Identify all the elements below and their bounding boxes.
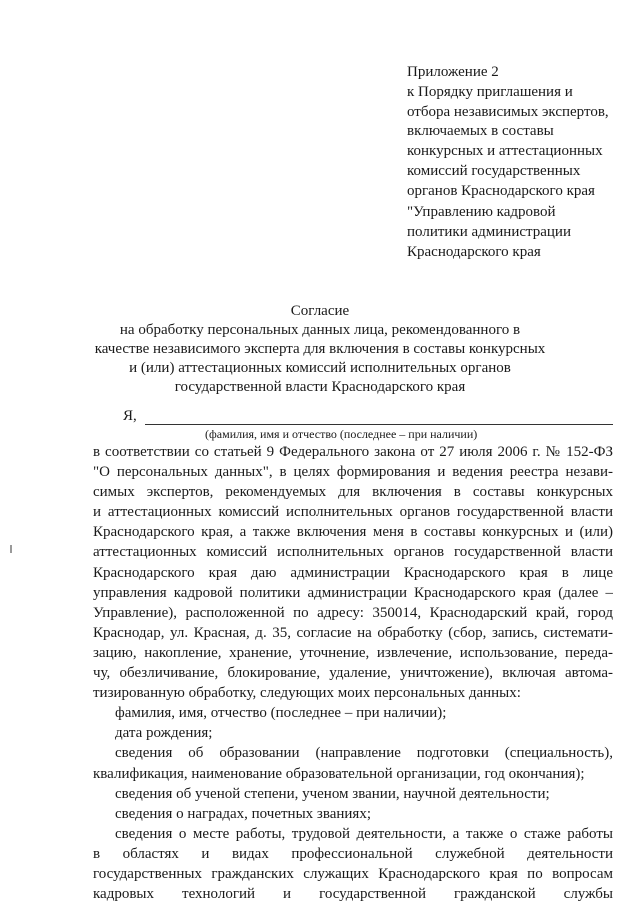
body-line: Краснодарского края, а также включения меня в составы конкурсных и (или) <box>93 524 613 541</box>
list-item: сведения об ученой степени, ученом звании, научной деятельности; <box>115 785 550 802</box>
body-line: и аттестационных комиссий исполнительных органов государственной власти <box>93 504 613 521</box>
body-line: в соответствии со статьей 9 Федерального закона от 27 июля 2006 г. № 152-ФЗ <box>93 444 613 460</box>
appendix-line: конкурсных и аттестационных <box>407 143 603 160</box>
document-title <box>60 302 580 397</box>
list-item-continuation: государственных гражданских служащих Краснодарского края по вопросам <box>93 865 613 882</box>
addressee-line: "Управлению кадровой <box>407 204 556 220</box>
list-item-continuation: в областях и видах профессиональной служебной деятельности <box>93 845 613 862</box>
name-field-hint: (фамилия, имя и отчество (последнее – при наличии) <box>205 427 478 441</box>
list-item-continuation: квалификация, наименование образовательной организации, год окончания); <box>93 765 585 782</box>
appendix-line: комиссий государственных <box>407 162 581 179</box>
appendix-line: Приложение 2 <box>407 64 499 80</box>
body-line: тизированную обработку, следующих моих персональных данных: <box>93 685 521 702</box>
body-line: Управление), расположенной по адресу: 350014, Краснодарский край, город <box>93 604 613 621</box>
title-line: и (или) аттестационных комиссий исполнительных органов <box>129 360 511 376</box>
body-line: Краснодар, ул. Красная, д. 35, согласие на обработку (сбор, запись, системати- <box>93 624 613 641</box>
body-line: "О персональных данных", в целях формирования и ведения реестра незави- <box>93 464 613 481</box>
list-item: фамилия, имя, отчество (последнее – при наличии); <box>115 705 447 722</box>
addressee-block <box>407 203 627 262</box>
list-item: сведения о наградах, почетных званиях; <box>115 805 371 822</box>
scan-artifact <box>10 545 12 553</box>
appendix-line: включаемых в составы <box>407 123 554 140</box>
body-line: симых экспертов, рекомендуемых для включения в составы конкурсных <box>93 484 613 501</box>
body-line: аттестационных комиссий исполнительных органов государственной власти <box>93 544 613 561</box>
list-item: сведения об образовании (направление подготовки (специальность), <box>115 745 613 762</box>
list-item-continuation: кадровых технологий и государственной гражданской службы <box>93 886 613 903</box>
title-line: на обработку персональных данных лица, рекомендованного в <box>119 322 521 338</box>
addressee-line: политики администрации <box>407 223 571 240</box>
appendix-line: к Порядку приглашения и <box>407 83 573 100</box>
consent-body <box>93 442 613 904</box>
body-line: Краснодарского края даю администрации Краснодарского края в лице <box>93 564 613 581</box>
list-item: сведения о месте работы, трудовой деятельности, а также о стаже работы <box>115 825 613 842</box>
appendix-line: отбора независимых экспертов, <box>407 103 609 120</box>
name-fill-line <box>145 424 613 425</box>
appendix-line: органов Краснодарского края <box>407 182 595 199</box>
declarant-prefix: Я, <box>123 408 137 424</box>
body-line: управления кадровой политики администрации Краснодарского края (далее – <box>93 584 613 601</box>
appendix-header <box>407 63 627 202</box>
body-line: чу, обезличивание, блокирование, удаление, уничтожение), включая автома- <box>93 665 613 682</box>
title-line: качестве независимого эксперта для включения в составы конкурсных <box>94 341 546 357</box>
title-line: Согласие <box>290 303 350 319</box>
title-line: государственной власти Краснодарского края <box>174 379 466 395</box>
body-line: зацию, накопление, хранение, уточнение, извлечение, использование, переда- <box>93 644 613 661</box>
addressee-line: Краснодарского края <box>407 243 541 260</box>
list-item: дата рождения; <box>115 725 213 742</box>
